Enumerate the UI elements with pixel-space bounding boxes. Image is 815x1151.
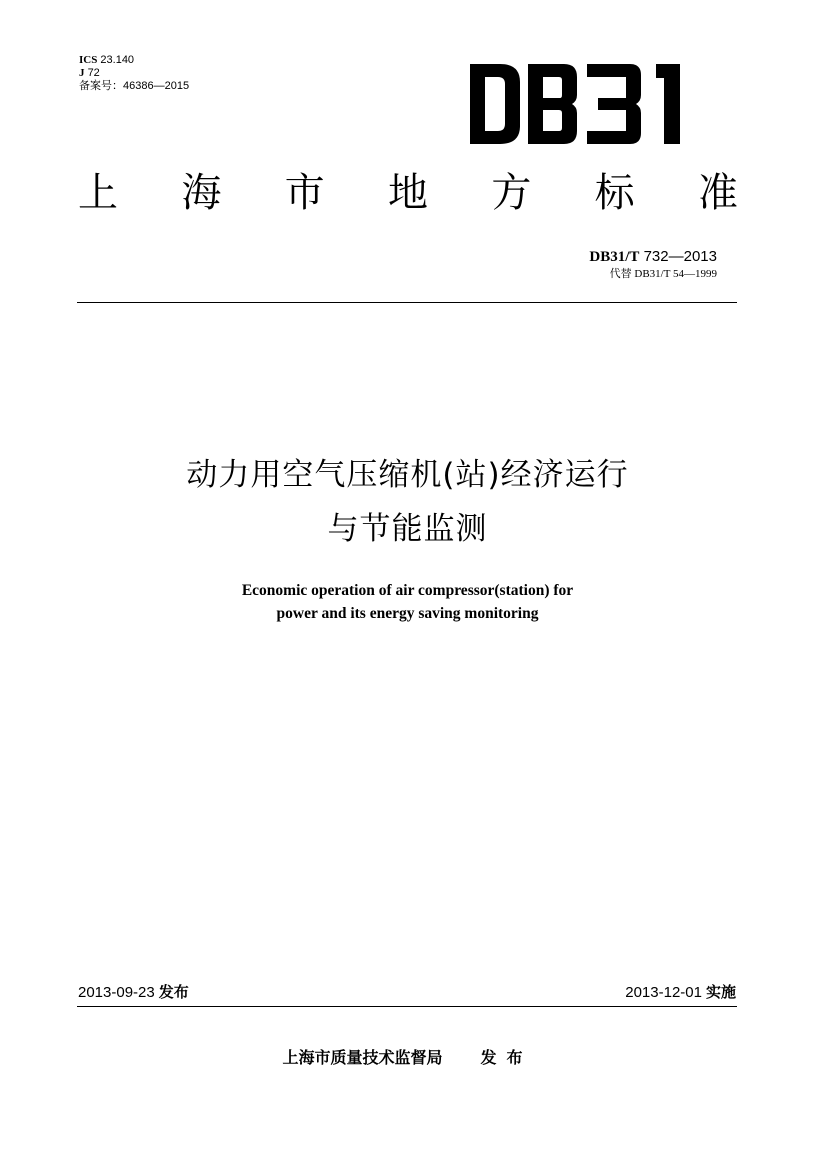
english-title-line-1: Economic operation of air compressor(station) for: [241, 582, 574, 599]
bottom-divider: [77, 1006, 737, 1007]
classification-code: [79, 67, 189, 80]
implement-label: 实施: [705, 983, 736, 1001]
top-divider: [77, 302, 737, 303]
ics-value: 23.140: [100, 54, 135, 66]
class-value: 72: [87, 67, 100, 79]
filing-number: 备案号：46386—2015: [79, 80, 190, 92]
publisher-action: 发布: [480, 1048, 533, 1067]
english-title-line-2: power and its energy saving monitoring: [276, 605, 539, 622]
chinese-title-line-1: 动力用空气压缩机(站)经济运行: [186, 457, 629, 493]
standard-type-heading: [78, 163, 738, 223]
english-title: [0, 579, 815, 625]
standard-type-char: 上: [78, 170, 118, 216]
standard-prefix: DB31/T: [589, 249, 640, 265]
standard-number-block: [589, 247, 717, 281]
publisher-line: [0, 1047, 815, 1069]
standard-number: [589, 247, 717, 267]
standard-number-value: 732—2013: [643, 248, 717, 265]
standard-type-char: 方: [491, 170, 532, 216]
standard-type-char: 海: [181, 170, 222, 216]
standard-type-char: 准: [697, 170, 738, 216]
implement-date-block: [625, 982, 736, 1003]
db31-logo: [470, 64, 696, 144]
standard-type-char: 市: [284, 170, 325, 216]
publisher-name: 上海市质量技术监督局: [282, 1048, 443, 1067]
issue-date-block: [78, 982, 189, 1003]
class-label: J: [79, 67, 85, 79]
standard-type-char: 地: [387, 170, 428, 216]
standard-type-char: 标: [594, 170, 635, 216]
replaces-standard: 代替 DB31/T 54—1999: [609, 268, 717, 280]
ics-code: [79, 54, 189, 67]
chinese-title-line-2: 与节能监测: [327, 511, 488, 547]
chinese-title: [0, 448, 815, 556]
db31-logo-graphic: [470, 64, 696, 144]
issue-label: 发布: [158, 983, 189, 1001]
implement-date: 2013-12-01: [625, 984, 702, 1001]
ics-label: ICS: [79, 54, 98, 66]
issue-date: 2013-09-23: [78, 984, 155, 1001]
meta-info-block: [79, 54, 189, 93]
